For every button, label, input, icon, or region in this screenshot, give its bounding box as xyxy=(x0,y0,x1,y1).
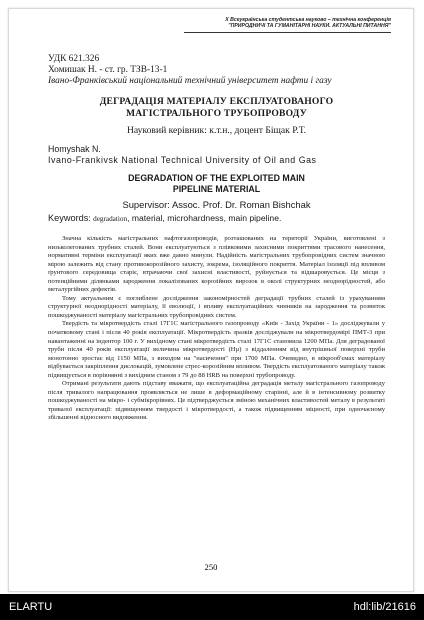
title-en xyxy=(48,173,385,194)
conference-header-line-1: X Всеукраїнська студентська науково – технічна конференція xyxy=(225,17,391,23)
keyword-2: material xyxy=(131,213,163,223)
keywords: Keywords: degradation, material, microhardness, main pipeline. xyxy=(48,213,282,223)
keywords-label: Keywords xyxy=(48,213,89,223)
keyword-4: main pipeline. xyxy=(228,213,282,223)
supervisor-en: Supervisor: Assoc. Prof. Dr. Roman Bishchak xyxy=(122,199,311,210)
document-page xyxy=(8,8,414,592)
author-ua: Хомишак Н. - ст. гр. ТЗВ-13-1 xyxy=(48,65,168,75)
title-ua-line-2: МАГІСТРАЛЬНОГО ТРУБОПРОВОДУ xyxy=(126,107,307,119)
body-paragraph-2: Тому актуальним є поглиблене дослідження закономірностей деградації трубних сталей із урахуванням структурної неоднорідності матеріалу, її еволюції, і впливу експлуатаційних чинників на зародження та розвиток пошкоджуваності матеріалу магістральних трубопровідних систем. xyxy=(48,294,385,319)
affiliation-ua: Івано-Франківський національний технічний університет нафти і газу xyxy=(48,76,332,86)
body-paragraph-4: Отримані результати дають підставу вважати, що експлуатаційна деградація металу магістрального газопроводу після тривалого напрацювання проявляється не лише в деформаційному старінні, але й в інтенсивному розвитку пошкоджуваності на мікро- і субмікрорівнях. Це підтверджується зміною механічних властивостей металу в результаті тривалої експлуатації: підвищенням твердості і мікротвердості, а також підвищенням міцності, при одночасному збільшенні відносного видовження. xyxy=(48,380,385,422)
title-ua-line-1: ДЕГРАДАЦІЯ МАТЕРІАЛУ ЕКСПЛУАТОВАНОГО xyxy=(99,96,334,107)
keyword-1: degradation xyxy=(93,215,128,223)
repository-name: ELARTU xyxy=(9,601,53,613)
title-en-line-2: PIPELINE MATERIAL xyxy=(172,183,261,194)
title-en-line-1: DEGRADATION OF THE EXPLOITED MAIN xyxy=(128,173,305,183)
header-rule xyxy=(184,32,391,33)
title-ua xyxy=(48,96,385,119)
keyword-3: microhardness xyxy=(167,213,224,223)
author-en: Homyshak N. xyxy=(48,144,101,154)
conference-header-line-2: "ПРИРОДНИЧІ ТА ГУМАНІТАРНІ НАУКИ. АКТУАЛЬНІ ПИТАННЯ" xyxy=(228,23,391,29)
udc-code: УДК 621.326 xyxy=(48,54,100,64)
body-paragraph-1: Значна кількість магістральних нафтогазопроводів, розташованих на території України, виготовлені з низьколегованих трубних сталей. Вони експлуатуються з плівковими захисними покриттями трасового нанесення, нормативні терміни експлуатації яких вже давно минули. Надійність магістральних трубопровідних систем значною мірою залежить від стану противокорозійного захисту, зокрема, ізоляційного покриття. Матеріал ізоляції під впливом ґрунтового середовища старіє, втрачаючи свої захисні властивості, руйнується та відшаровується. Це місця з потенційними ділянками зародження локалізованих корозійних вирозок в околі структурних неоднорідностей, або металургійних дефектів. xyxy=(48,235,385,294)
page-number: 250 xyxy=(204,562,218,572)
handle-id: hdl:lib/21616 xyxy=(353,601,416,613)
repository-footer-bar xyxy=(0,594,424,620)
conference-header xyxy=(161,17,391,29)
supervisor-ua: Науковий керівник: к.т.н., доцент Біщак Р.Т. xyxy=(126,125,307,136)
affiliation-en: Ivano-Frankivsk National Technical University of Oil and Gas xyxy=(48,154,317,165)
article-content xyxy=(48,54,385,423)
body-paragraph-3: Твердість та мікротвердість сталі 17Г1С магістрального газопроводу «Київ - Захід України - 1» досліджували у початковому стані і після 40 років експлуатації. Мікротвердість зразків досліджували на мікротвердомірі ПМТ-3 при навантаженні на індентор 100 г. У вихідному стані мікротвердість сталі 17Г1С становила 1200 МПа. Для деградованої труби після 40 років експлуатації величина мікротвердості (Hµ) з віддаленням від внутрішньої поверхні труби монотонно зростає від 1150 МПа, з виходом на "насичення" при 1700 МПа. Очевидно, в мікрооб'ємах матеріалу відбувається закріплення дислокацій, зумовлене стрес-корозійним впливом. Твердість експлуатованого матеріалу також підвищується в порівнянні з вихідним станом з 79 до 88 HRB на поверхні трубопроводу. xyxy=(48,320,385,379)
